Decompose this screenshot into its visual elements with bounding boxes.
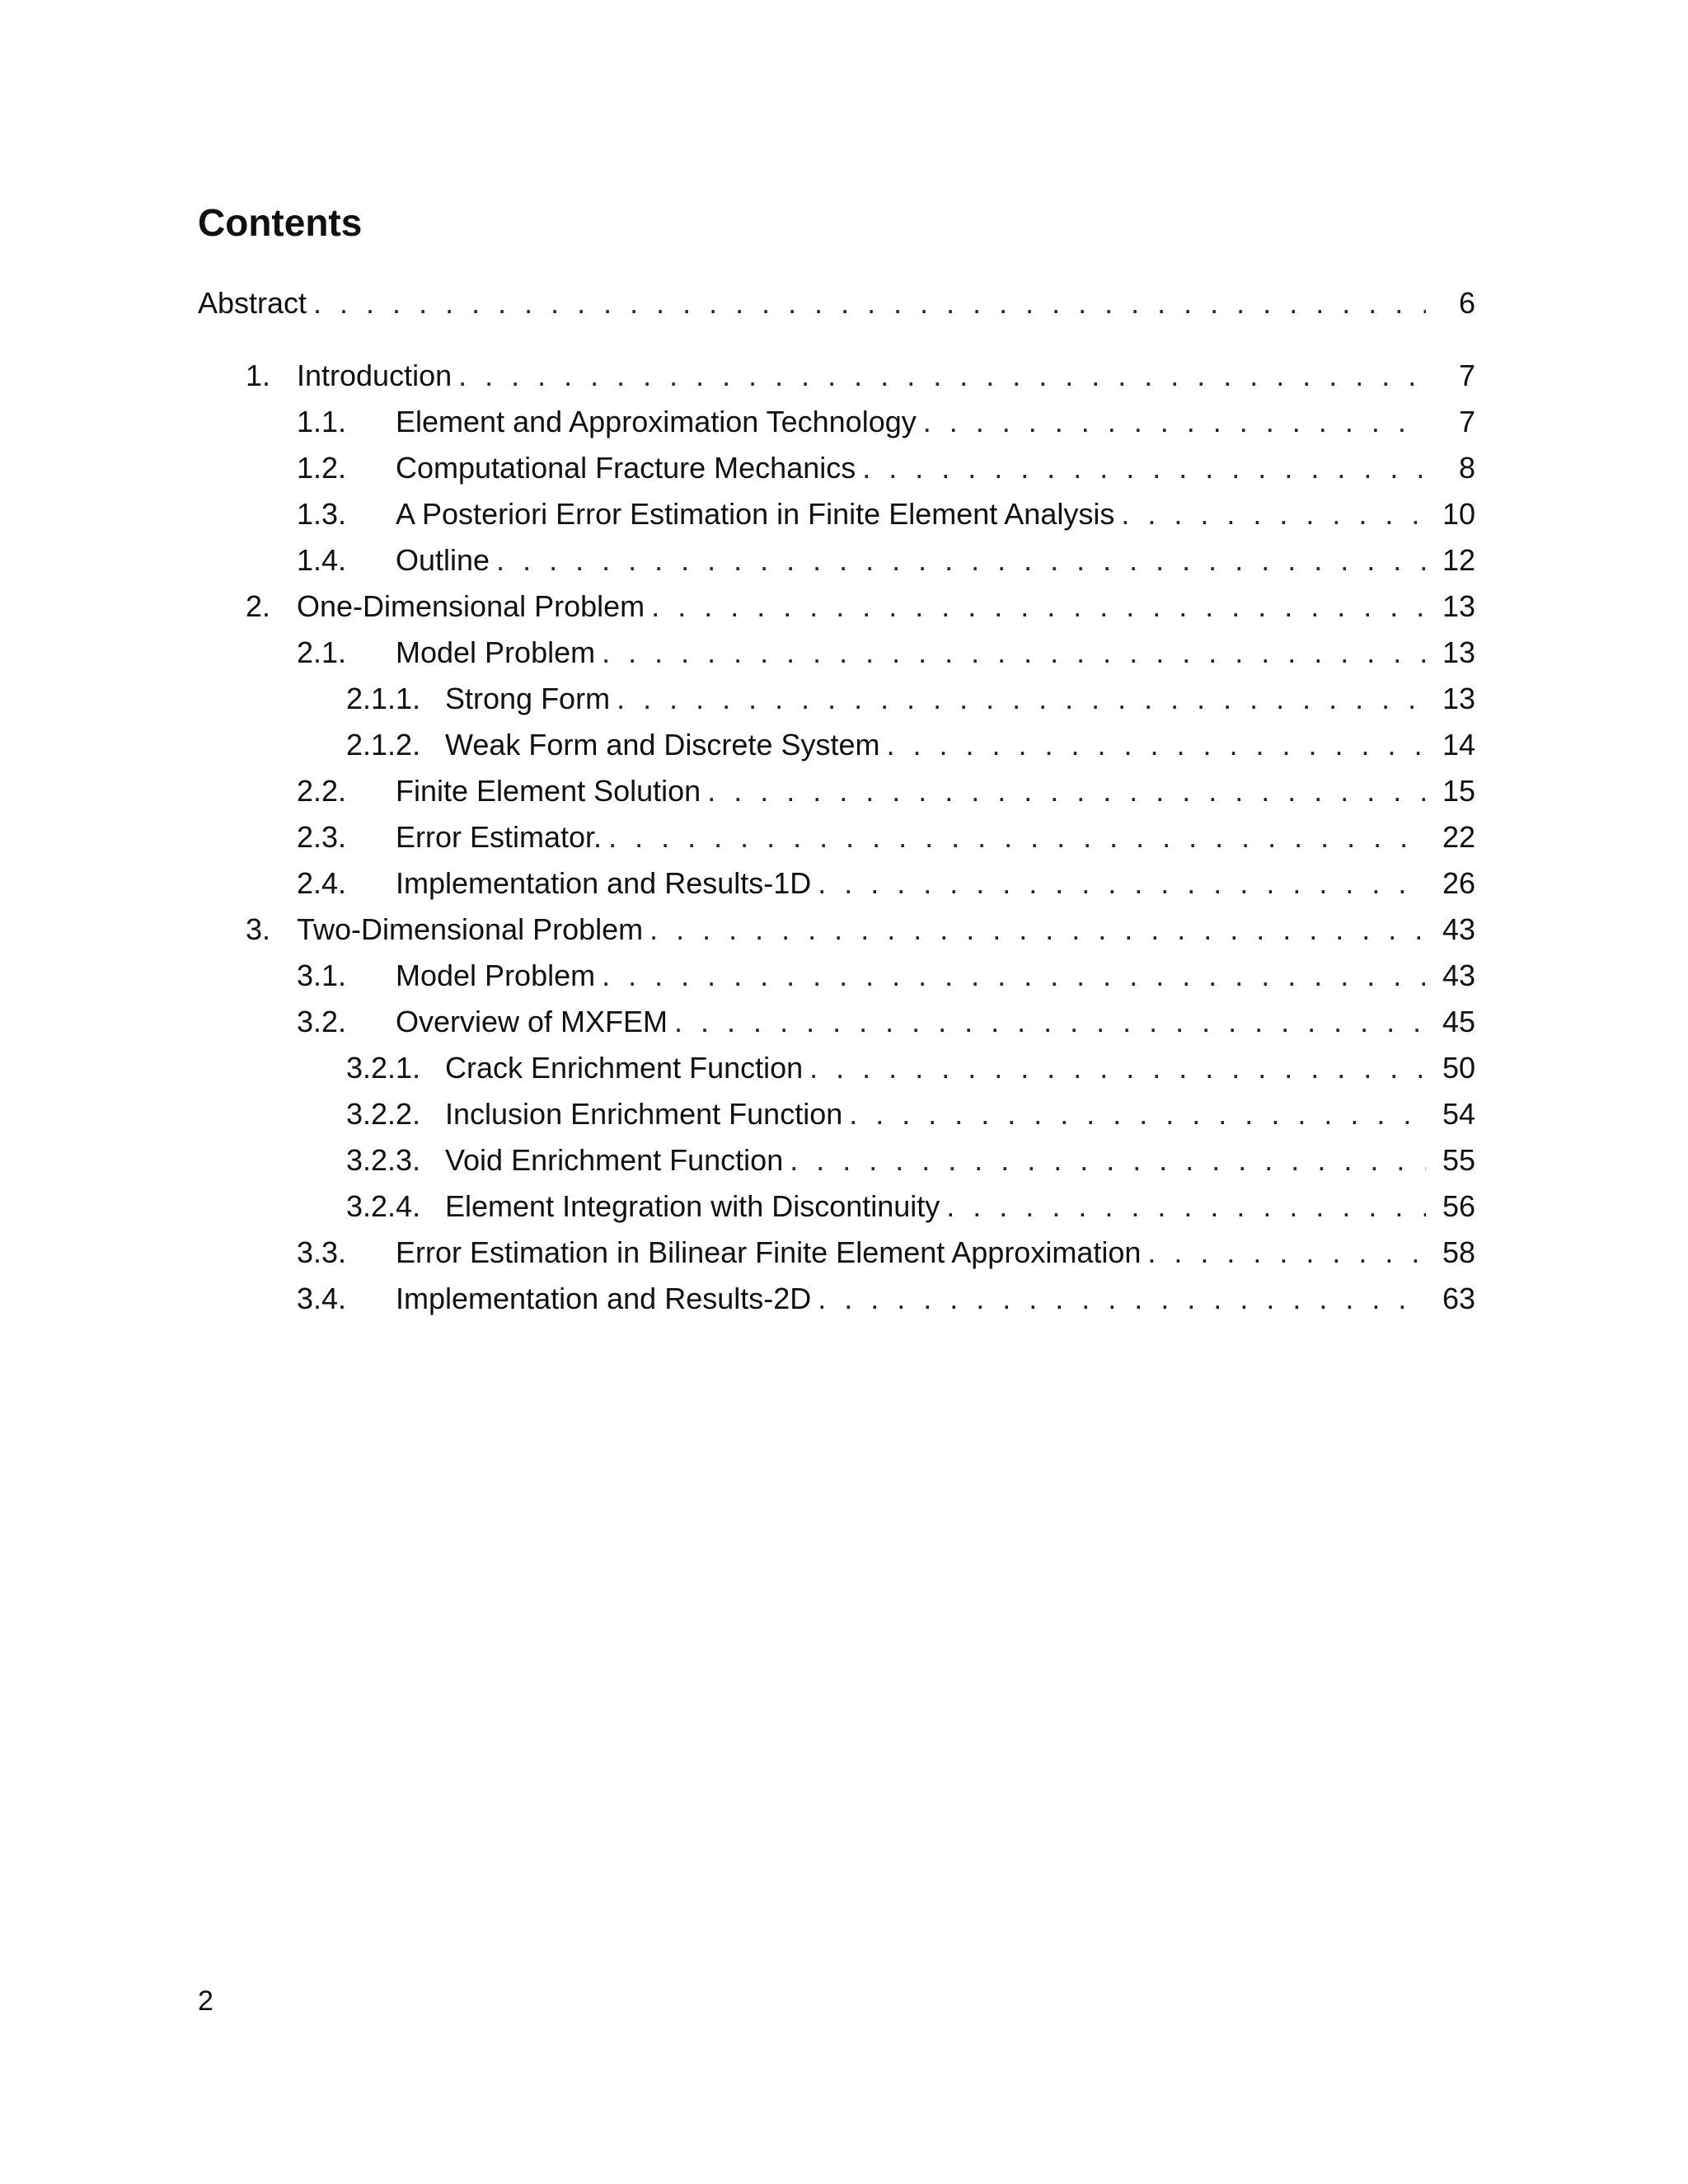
- toc-entry-3-2-2[interactable]: [198, 1091, 1475, 1137]
- toc-entry-number: 3.2.: [297, 1005, 347, 1038]
- toc-entry-text: Model Problem: [396, 635, 596, 669]
- dot-leader: [458, 353, 1426, 399]
- toc-entry-3[interactable]: [198, 907, 1475, 953]
- toc-entry-1-2[interactable]: [198, 445, 1475, 491]
- toc-page-number: 43: [1442, 912, 1475, 946]
- toc-entry-text: Outline: [396, 543, 490, 577]
- toc-entry-3-1[interactable]: [198, 953, 1475, 999]
- toc-entry-2-1[interactable]: [198, 630, 1475, 676]
- toc-page-number: 15: [1442, 774, 1475, 808]
- toc-entry-number: 2.4.: [297, 866, 347, 900]
- toc-entry-2-2[interactable]: [198, 768, 1475, 814]
- toc-page-number: 54: [1442, 1097, 1475, 1131]
- toc-page-number: 8: [1458, 451, 1475, 485]
- toc-entry-number: 3.2.2.: [346, 1097, 421, 1131]
- dot-leader: [862, 445, 1426, 491]
- table-of-contents: [198, 280, 1475, 1322]
- toc-page-number: 13: [1442, 635, 1475, 669]
- toc-entry-number: 3.2.4.: [346, 1189, 421, 1223]
- dot-leader: [313, 280, 1426, 326]
- toc-entry-2-1-2[interactable]: [198, 722, 1475, 768]
- toc-page-number: 13: [1442, 589, 1475, 623]
- toc-page-number: 50: [1442, 1051, 1475, 1085]
- toc-entry-text: Finite Element Solution: [396, 774, 701, 808]
- dot-leader: [707, 768, 1426, 814]
- toc-entry-number: 2.: [246, 589, 271, 623]
- dot-leader: [608, 814, 1426, 860]
- toc-page-number: 13: [1442, 682, 1475, 715]
- toc-entry-1-4[interactable]: [198, 537, 1475, 583]
- toc-entry-number: 2.1.1.: [346, 682, 421, 715]
- toc-page-number: 10: [1442, 497, 1475, 531]
- toc-entry-text: Inclusion Enrichment Function: [445, 1097, 843, 1131]
- toc-entry-number: 1.4.: [297, 543, 347, 577]
- toc-entry-number: 1.2.: [297, 451, 347, 485]
- dot-leader: [809, 1045, 1426, 1091]
- toc-entry-text: Error Estimator.: [396, 820, 603, 854]
- toc-entry-2-1-1[interactable]: [198, 676, 1475, 722]
- dot-leader: [496, 537, 1426, 583]
- toc-entry-text: Computational Fracture Mechanics: [396, 451, 856, 485]
- toc-entry-text: One-Dimensional Problem: [297, 589, 645, 623]
- toc-entry-text: A Posteriori Error Estimation in Finite Element Analysis: [396, 497, 1115, 531]
- toc-entry-3-2-3[interactable]: [198, 1137, 1475, 1183]
- toc-entry-number: 1.: [246, 359, 271, 392]
- toc-entry-number: 3.1.: [297, 958, 347, 992]
- toc-entry-text: Model Problem: [396, 958, 596, 992]
- dot-leader: [923, 399, 1426, 445]
- toc-page-number: 63: [1442, 1282, 1475, 1315]
- dot-leader: [1147, 1230, 1426, 1276]
- toc-entry-number: 1.1.: [297, 405, 347, 438]
- toc-page-number: 6: [1458, 286, 1475, 320]
- toc-entry-number: 3.4.: [297, 1282, 347, 1315]
- toc-entry-text: Abstract: [198, 286, 307, 320]
- toc-entry-text: Two-Dimensional Problem: [297, 912, 644, 946]
- toc-entry-3-2[interactable]: [198, 999, 1475, 1045]
- toc-page-number: 26: [1442, 866, 1475, 900]
- dot-leader: [849, 1091, 1426, 1137]
- toc-entry-number: 2.1.2.: [346, 728, 421, 762]
- toc-entry-text: Strong Form: [445, 682, 611, 715]
- toc-entry-text: Error Estimation in Bilinear Finite Element Approximation: [396, 1235, 1142, 1269]
- toc-page-number: 43: [1442, 958, 1475, 992]
- toc-entry-3-4[interactable]: [198, 1276, 1475, 1322]
- dot-leader: [818, 860, 1426, 907]
- toc-entry-1-3[interactable]: [198, 491, 1475, 537]
- toc-entry-number: 1.3.: [297, 497, 347, 531]
- toc-entry-number: 2.1.: [297, 635, 347, 669]
- toc-page-number: 12: [1442, 543, 1475, 577]
- toc-page-number: 45: [1442, 1005, 1475, 1038]
- toc-entry-number: 3.3.: [297, 1235, 347, 1269]
- dot-leader: [790, 1137, 1426, 1183]
- dot-leader: [617, 676, 1426, 722]
- toc-entry-3-2-1[interactable]: [198, 1045, 1475, 1091]
- page-number-footer: 2: [198, 1985, 213, 2017]
- toc-entry-abstract[interactable]: [198, 280, 1475, 326]
- toc-entry-text: Introduction: [297, 359, 452, 392]
- toc-entry-text: Implementation and Results-2D: [396, 1282, 812, 1315]
- dot-leader: [674, 999, 1426, 1045]
- toc-entry-number: 2.3.: [297, 820, 347, 854]
- toc-entry-3-2-4[interactable]: [198, 1183, 1475, 1230]
- toc-entry-1-1[interactable]: [198, 399, 1475, 445]
- toc-entry-number: 3.: [246, 912, 271, 946]
- toc-entry-text: Element Integration with Discontinuity: [445, 1189, 940, 1223]
- dot-leader: [818, 1276, 1426, 1322]
- toc-entry-text: Weak Form and Discrete System: [445, 728, 880, 762]
- toc-page-number: 22: [1442, 820, 1475, 854]
- toc-entry-1[interactable]: [198, 353, 1475, 399]
- dot-leader: [602, 630, 1426, 676]
- toc-entry-2-4[interactable]: [198, 860, 1475, 907]
- dot-leader: [946, 1183, 1426, 1230]
- toc-entry-text: Implementation and Results-1D: [396, 866, 812, 900]
- dot-leader: [886, 722, 1426, 768]
- dot-leader: [1121, 491, 1426, 537]
- toc-entry-text: Element and Approximation Technology: [396, 405, 917, 438]
- toc-entry-text: Crack Enrichment Function: [445, 1051, 804, 1085]
- dot-leader: [602, 953, 1426, 999]
- dot-leader: [651, 583, 1426, 630]
- toc-entry-number: 2.2.: [297, 774, 347, 808]
- toc-entry-2-3[interactable]: [198, 814, 1475, 860]
- toc-page-number: 55: [1442, 1143, 1475, 1177]
- toc-page-number: 14: [1442, 728, 1475, 762]
- toc-page-number: 7: [1458, 405, 1475, 438]
- toc-entry-text: Void Enrichment Function: [445, 1143, 784, 1177]
- toc-page-number: 58: [1442, 1235, 1475, 1269]
- dot-leader: [649, 907, 1426, 953]
- toc-page-number: 56: [1442, 1189, 1475, 1223]
- page-title: Contents: [198, 201, 363, 244]
- toc-entry-text: Overview of MXFEM: [396, 1005, 668, 1038]
- toc-entry-number: 3.2.1.: [346, 1051, 421, 1085]
- toc-entry-3-3[interactable]: [198, 1230, 1475, 1276]
- toc-entry-2[interactable]: [198, 583, 1475, 630]
- toc-entry-number: 3.2.3.: [346, 1143, 421, 1177]
- toc-page-number: 7: [1458, 359, 1475, 392]
